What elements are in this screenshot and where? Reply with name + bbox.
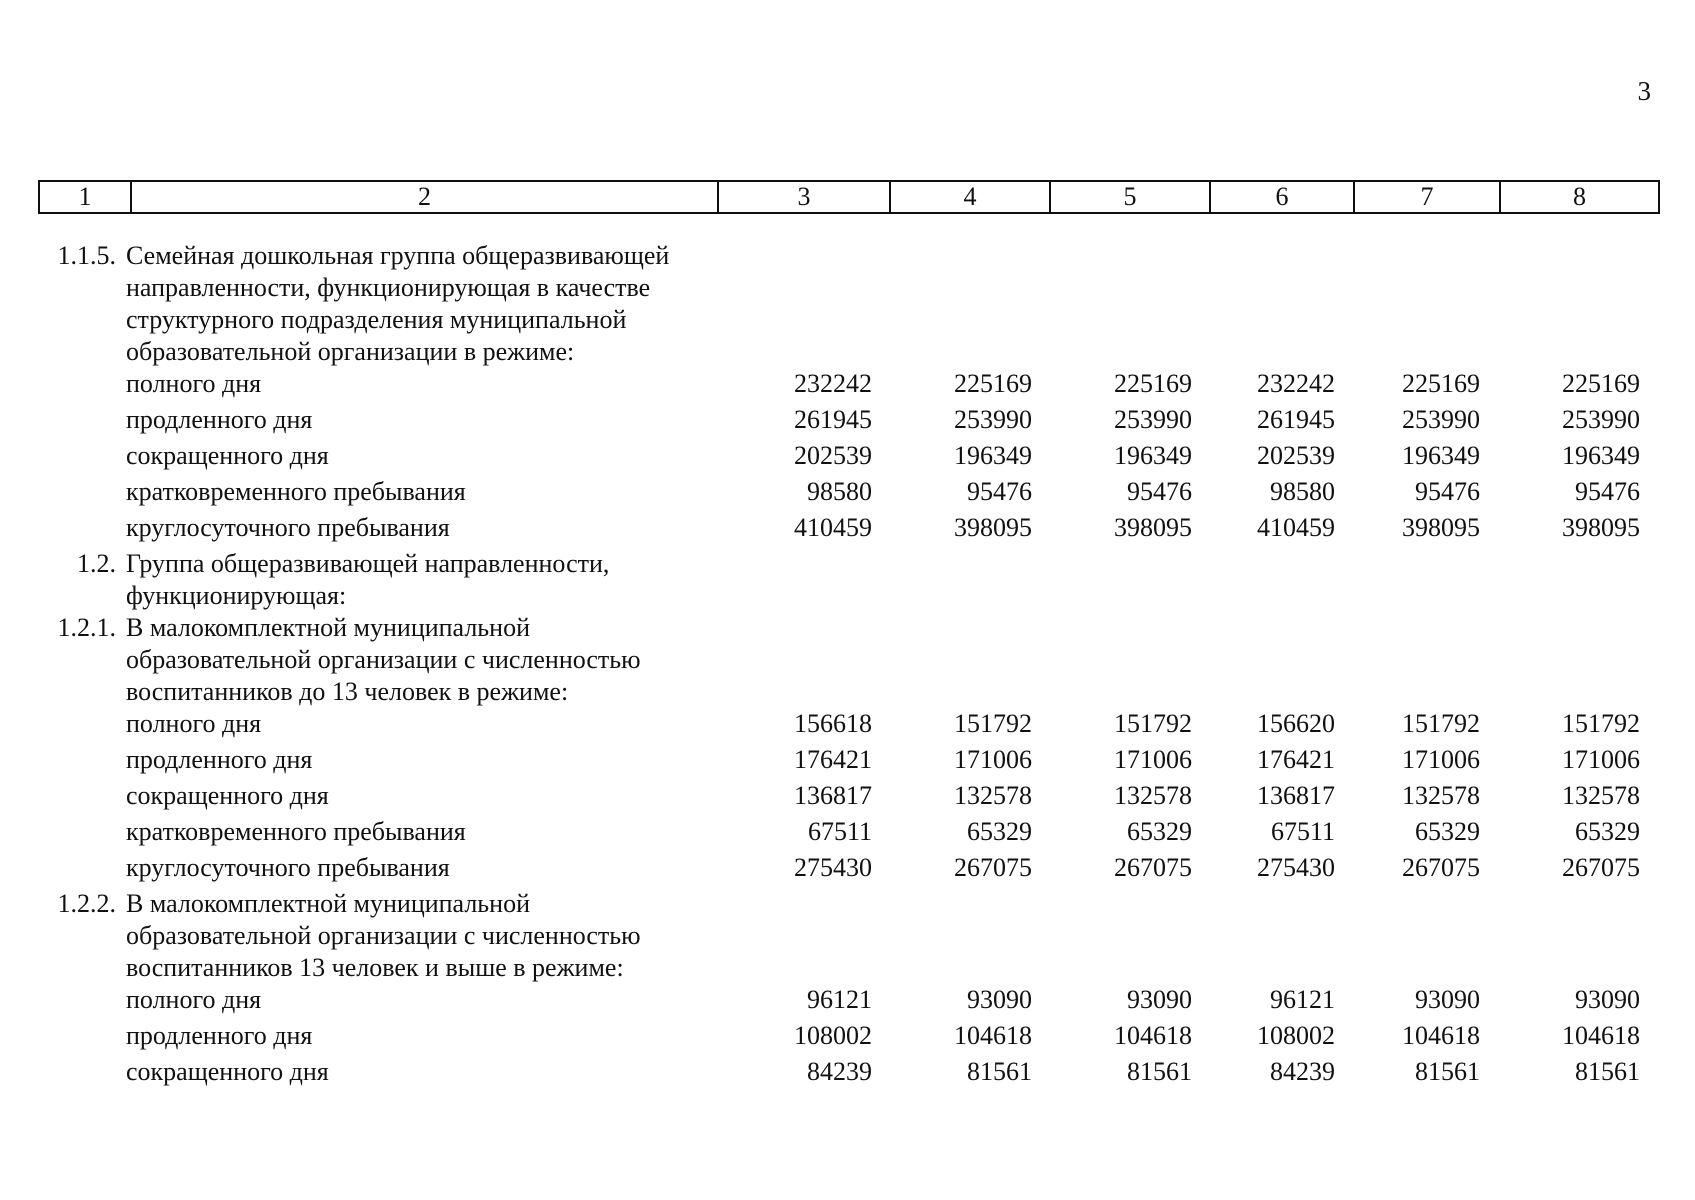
value-cell-col-5: 104618 <box>1114 1021 1192 1050</box>
section-heading-row <box>38 888 1660 984</box>
value-cell-col-5: 398095 <box>1114 513 1192 542</box>
table-row <box>38 708 1660 744</box>
table-row <box>38 1056 1660 1092</box>
value-cell-col-4: 225169 <box>954 369 1032 398</box>
value-cell-col-8: 93090 <box>1575 985 1640 1014</box>
section-heading-text: Семейная дошкольная группа общеразвивающей направленности, функционирующая в качестве структурного подразделения муниципальной образовательной организации в режиме: <box>126 241 670 366</box>
value-cell-col-8: 104618 <box>1562 1021 1640 1050</box>
value-cell-col-7: 81561 <box>1415 1057 1480 1086</box>
row-label: полного дня <box>126 709 262 738</box>
section-heading-text: В малокомплектной муниципальной образовательной организации с численностью воспитанников 13 человек и выше в режиме: <box>126 889 641 982</box>
value-cell-col-8: 225169 <box>1562 369 1640 398</box>
value-cell-col-8: 151792 <box>1562 709 1640 738</box>
value-cell-col-3: 156618 <box>794 709 872 738</box>
value-cell-col-4: 171006 <box>954 745 1032 774</box>
value-cell-col-6: 156620 <box>1257 709 1335 738</box>
value-cell-col-4: 81561 <box>967 1057 1032 1086</box>
header-row <box>39 181 1659 213</box>
value-cell-col-6: 202539 <box>1257 441 1335 470</box>
value-cell-col-4: 95476 <box>967 477 1032 506</box>
value-cell-col-8: 171006 <box>1562 745 1640 774</box>
value-cell-col-3: 202539 <box>794 441 872 470</box>
value-cell-col-7: 225169 <box>1402 369 1480 398</box>
page-number: 3 <box>1637 76 1651 106</box>
table-row <box>38 816 1660 852</box>
value-cell-col-7: 104618 <box>1402 1021 1480 1050</box>
section-heading-text: Группа общеразвивающей направленности, функционирующая: <box>126 549 610 610</box>
value-cell-col-6: 98580 <box>1270 477 1335 506</box>
table-row <box>38 440 1660 476</box>
header-cell-4: 4 <box>890 181 1050 213</box>
value-cell-col-5: 267075 <box>1114 853 1192 882</box>
value-cell-col-3: 261945 <box>794 405 872 434</box>
value-cell-col-4: 267075 <box>954 853 1032 882</box>
tariff-table-body <box>38 240 1660 1092</box>
value-cell-col-7: 196349 <box>1402 441 1480 470</box>
value-cell-col-8: 253990 <box>1562 405 1640 434</box>
value-cell-col-6: 176421 <box>1257 745 1335 774</box>
value-cell-col-5: 132578 <box>1114 781 1192 810</box>
value-cell-col-7: 171006 <box>1402 745 1480 774</box>
value-cell-col-6: 108002 <box>1257 1021 1335 1050</box>
header-cell-5: 5 <box>1050 181 1210 213</box>
header-cell-3: 3 <box>718 181 890 213</box>
value-cell-col-7: 132578 <box>1402 781 1480 810</box>
value-cell-col-3: 275430 <box>794 853 872 882</box>
section-heading-row <box>38 612 1660 708</box>
value-cell-col-4: 93090 <box>967 985 1032 1014</box>
value-cell-col-5: 196349 <box>1114 441 1192 470</box>
value-cell-col-7: 65329 <box>1415 817 1480 846</box>
row-label: полного дня <box>126 369 262 398</box>
value-cell-col-3: 136817 <box>794 781 872 810</box>
table-row <box>38 1020 1660 1056</box>
value-cell-col-8: 65329 <box>1575 817 1640 846</box>
value-cell-col-3: 108002 <box>794 1021 872 1050</box>
value-cell-col-3: 176421 <box>794 745 872 774</box>
table-row <box>38 744 1660 780</box>
value-cell-col-5: 81561 <box>1127 1057 1192 1086</box>
value-cell-col-6: 232242 <box>1257 369 1335 398</box>
value-cell-col-8: 95476 <box>1575 477 1640 506</box>
table-row <box>38 368 1660 404</box>
value-cell-col-4: 196349 <box>954 441 1032 470</box>
value-cell-col-4: 104618 <box>954 1021 1032 1050</box>
value-cell-col-5: 65329 <box>1127 817 1192 846</box>
header-cell-8: 8 <box>1500 181 1659 213</box>
row-label: круглосуточного пребывания <box>126 853 450 882</box>
row-number: 1.1.5. <box>57 241 116 270</box>
value-cell-col-6: 410459 <box>1257 513 1335 542</box>
row-label: кратковременного пребывания <box>126 477 466 506</box>
value-cell-col-8: 267075 <box>1562 853 1640 882</box>
table-row <box>38 404 1660 440</box>
table-row <box>38 476 1660 512</box>
value-cell-col-6: 96121 <box>1270 985 1335 1014</box>
header-cell-6: 6 <box>1210 181 1354 213</box>
row-number: 1.2.1. <box>57 613 116 642</box>
value-cell-col-6: 275430 <box>1257 853 1335 882</box>
row-label: полного дня <box>126 985 262 1014</box>
value-cell-col-6: 84239 <box>1270 1057 1335 1086</box>
value-cell-col-3: 410459 <box>794 513 872 542</box>
value-cell-col-3: 232242 <box>794 369 872 398</box>
header-cell-2: 2 <box>131 181 718 213</box>
value-cell-col-4: 65329 <box>967 817 1032 846</box>
value-cell-col-6: 136817 <box>1257 781 1335 810</box>
value-cell-col-5: 95476 <box>1127 477 1192 506</box>
value-cell-col-5: 253990 <box>1114 405 1192 434</box>
value-cell-col-3: 67511 <box>807 817 872 846</box>
value-cell-col-7: 253990 <box>1402 405 1480 434</box>
table-row <box>38 780 1660 816</box>
row-number: 1.2.2. <box>57 889 116 918</box>
value-cell-col-3: 98580 <box>807 477 872 506</box>
section-heading-row <box>38 240 1660 368</box>
section-heading-text: В малокомплектной муниципальной образовательной организации с численностью воспитанников до 13 человек в режиме: <box>126 613 641 706</box>
table-row <box>38 512 1660 548</box>
value-cell-col-7: 398095 <box>1402 513 1480 542</box>
value-cell-col-3: 96121 <box>807 985 872 1014</box>
table-row <box>38 984 1660 1020</box>
header-cell-1: 1 <box>39 181 131 213</box>
value-cell-col-7: 95476 <box>1415 477 1480 506</box>
header-cell-7: 7 <box>1354 181 1500 213</box>
row-label: сокращенного дня <box>126 1057 329 1086</box>
row-label: сокращенного дня <box>126 441 329 470</box>
value-cell-col-8: 81561 <box>1575 1057 1640 1086</box>
row-number: 1.2. <box>77 549 116 578</box>
value-cell-col-5: 225169 <box>1114 369 1192 398</box>
value-cell-col-5: 171006 <box>1114 745 1192 774</box>
value-cell-col-3: 84239 <box>807 1057 872 1086</box>
value-cell-col-7: 93090 <box>1415 985 1480 1014</box>
row-label: круглосуточного пребывания <box>126 513 450 542</box>
value-cell-col-5: 151792 <box>1114 709 1192 738</box>
row-label: продленного дня <box>126 1021 313 1050</box>
value-cell-col-6: 261945 <box>1257 405 1335 434</box>
value-cell-col-4: 398095 <box>954 513 1032 542</box>
value-cell-col-7: 267075 <box>1402 853 1480 882</box>
row-label: кратковременного пребывания <box>126 817 466 846</box>
row-label: сокращенного дня <box>126 781 329 810</box>
row-label: продленного дня <box>126 745 313 774</box>
value-cell-col-4: 253990 <box>954 405 1032 434</box>
value-cell-col-4: 132578 <box>954 781 1032 810</box>
value-cell-col-6: 67511 <box>1270 817 1335 846</box>
value-cell-col-5: 93090 <box>1127 985 1192 1014</box>
column-number-header <box>38 180 1660 214</box>
value-cell-col-7: 151792 <box>1402 709 1480 738</box>
value-cell-col-8: 398095 <box>1562 513 1640 542</box>
value-cell-col-8: 196349 <box>1562 441 1640 470</box>
section-heading-row <box>38 548 1660 612</box>
table-row <box>38 852 1660 888</box>
row-label: продленного дня <box>126 405 313 434</box>
value-cell-col-8: 132578 <box>1562 781 1640 810</box>
value-cell-col-4: 151792 <box>954 709 1032 738</box>
